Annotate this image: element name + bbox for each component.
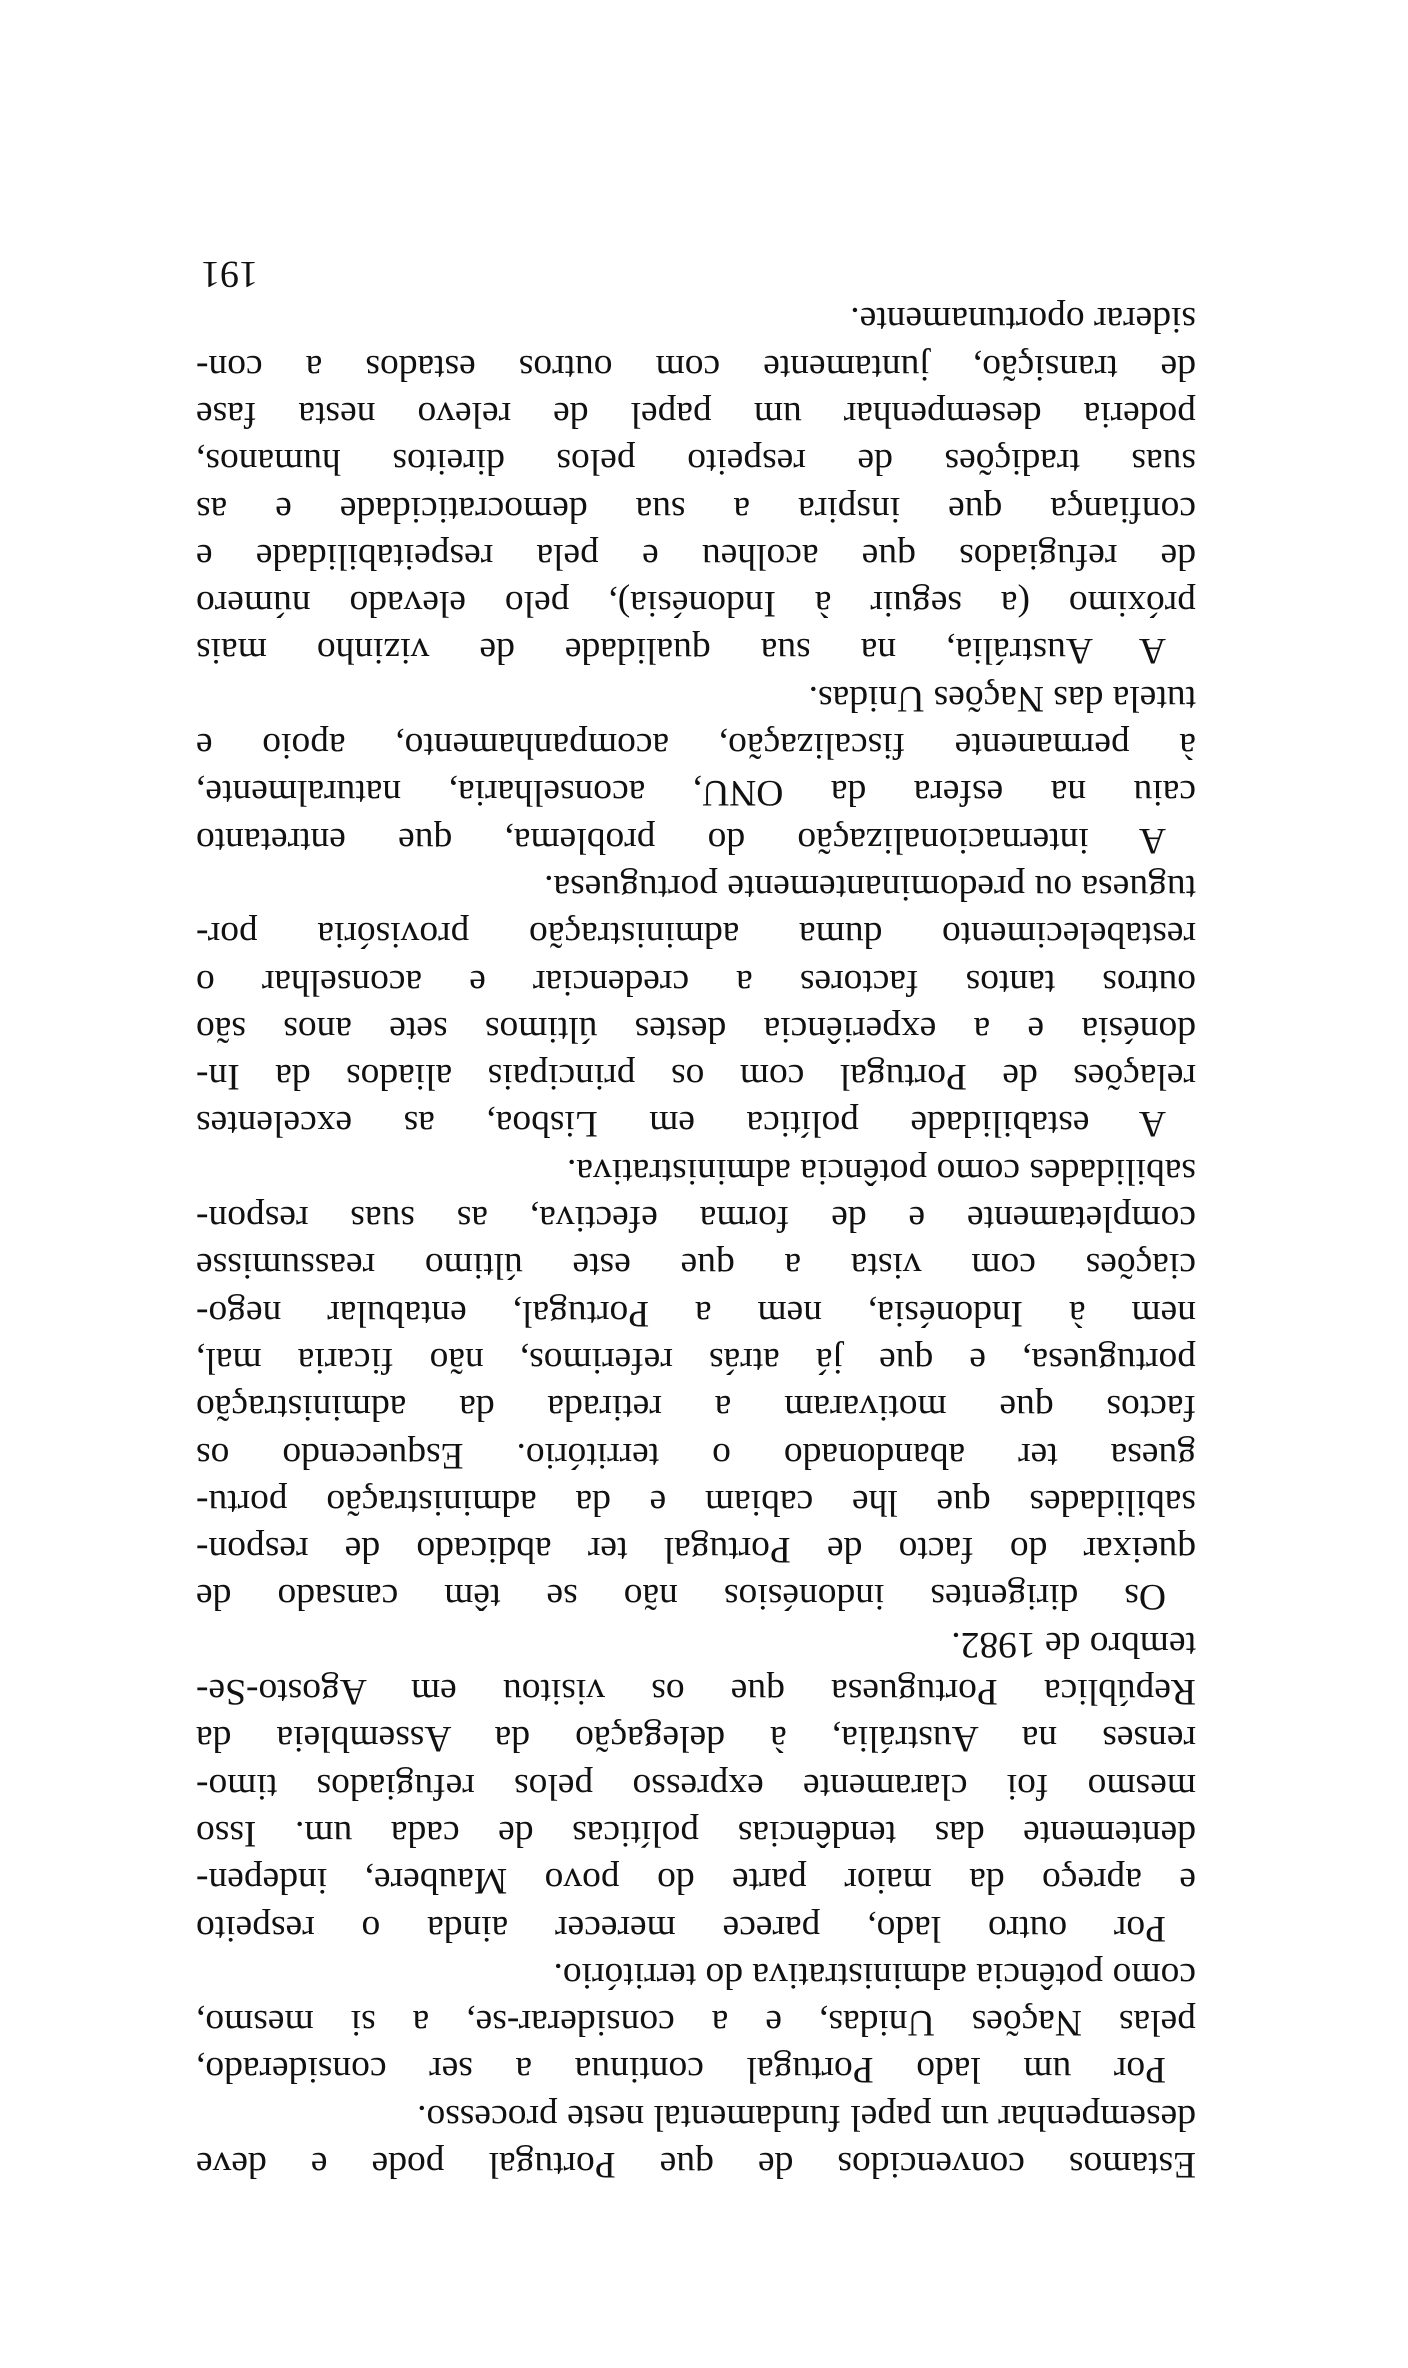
text-line: e apreço da maior parte do povo Maubere, indepen-: [196, 1860, 1196, 1902]
text-line: A internacionalização do problema, que entretanto: [196, 819, 1166, 861]
text-line: pelas Nações Unidas, e a considerar-se, a si mesmo,: [196, 2002, 1196, 2044]
text-line: relações de Portugal com os principais aliados da In-: [196, 1056, 1196, 1098]
text-line: A Austrália, na sua qualidade de vizinho mais: [196, 630, 1166, 672]
text-line: guesa ter abandonado o território. Esquecendo os: [196, 1434, 1196, 1476]
text-line: caiu na esfera da ONU, aconselharia, naturalmente,: [196, 772, 1196, 814]
text-line: desempenhar um papel fundamental neste processo.: [417, 2096, 1196, 2138]
text-line: queixar do facto de Portugal ter abdicado de respon-: [196, 1529, 1196, 1571]
text-line: mesmo foi claramente expresso pelos refugiados timo-: [196, 1765, 1196, 1807]
body-text: [196, 296, 1196, 2188]
text-line: à permanente fiscalização, acompanhamento, apoio e: [196, 725, 1196, 767]
text-line: outros tantos factores a credenciar e aconselhar o: [196, 961, 1196, 1003]
text-line: completamente e de forma efectiva, as suas respon-: [196, 1198, 1196, 1240]
text-line: Os dirigentes indonésios não se têm cansado de: [196, 1576, 1166, 1618]
text-line: ciações com vista a que este último reassumisse: [196, 1245, 1196, 1287]
text-line: sabilidades que lhe cabiam e da administração portu-: [196, 1481, 1196, 1523]
text-line: Estamos convencidos de que Portugal pode e deve: [196, 2144, 1196, 2185]
text-line: República Portuguesa que os visitou em Agosto-Se-: [196, 1671, 1196, 1713]
text-line: restabelecimento duma administração provisória por-: [196, 914, 1196, 956]
text-line: dentemente das tendências políticas de cada um. Isso: [196, 1812, 1196, 1854]
page-number: 191: [201, 253, 258, 295]
text-line: poderia desempenhar um papel de relevo nesta fase: [196, 394, 1196, 436]
text-line: tembro de 1982.: [951, 1623, 1196, 1665]
text-line: suas tradições de respeito pelos direitos humanos,: [196, 441, 1196, 483]
text-line: tutela das Nações Unidas.: [808, 677, 1196, 719]
text-line: factos que motivaram a retirada da administração: [196, 1387, 1196, 1429]
text-line: tuguesa ou predominantemente portuguesa.: [544, 866, 1196, 908]
text-line: renses na Austrália, à delegação da Assembleia da: [196, 1718, 1196, 1760]
text-line: de transição, juntamente com outros estados a con-: [196, 346, 1196, 388]
text-line: portuguesa, e que já atrás referimos, não ficaria mal,: [196, 1339, 1196, 1381]
text-line: de refugiados que acolheu e pela respeitabilidade e: [196, 535, 1196, 577]
text-line: como potência administrativa do território.: [553, 1954, 1196, 1996]
text-line: Por outro lado, parece merecer ainda o respeito: [196, 1907, 1166, 1949]
text-line: siderar oportunamente.: [850, 299, 1196, 341]
text-line: donésia e a experiência destes últimos sete anos são: [196, 1008, 1196, 1050]
text-line: confiança que inspira a sua democraticidade e as: [196, 488, 1196, 530]
text-line: próximo (a seguir à Indonésia), pelo elevado número: [196, 583, 1196, 625]
text-line: A estabilidade política em Lisboa, as excelentes: [196, 1103, 1166, 1145]
text-line: Por um lado Portugal continua a ser considerado,: [196, 2049, 1166, 2091]
text-line: sabilidades como potência administrativa.: [567, 1150, 1196, 1192]
text-line: nem à Indonésia, nem a Portugal, entabular nego-: [196, 1292, 1196, 1334]
